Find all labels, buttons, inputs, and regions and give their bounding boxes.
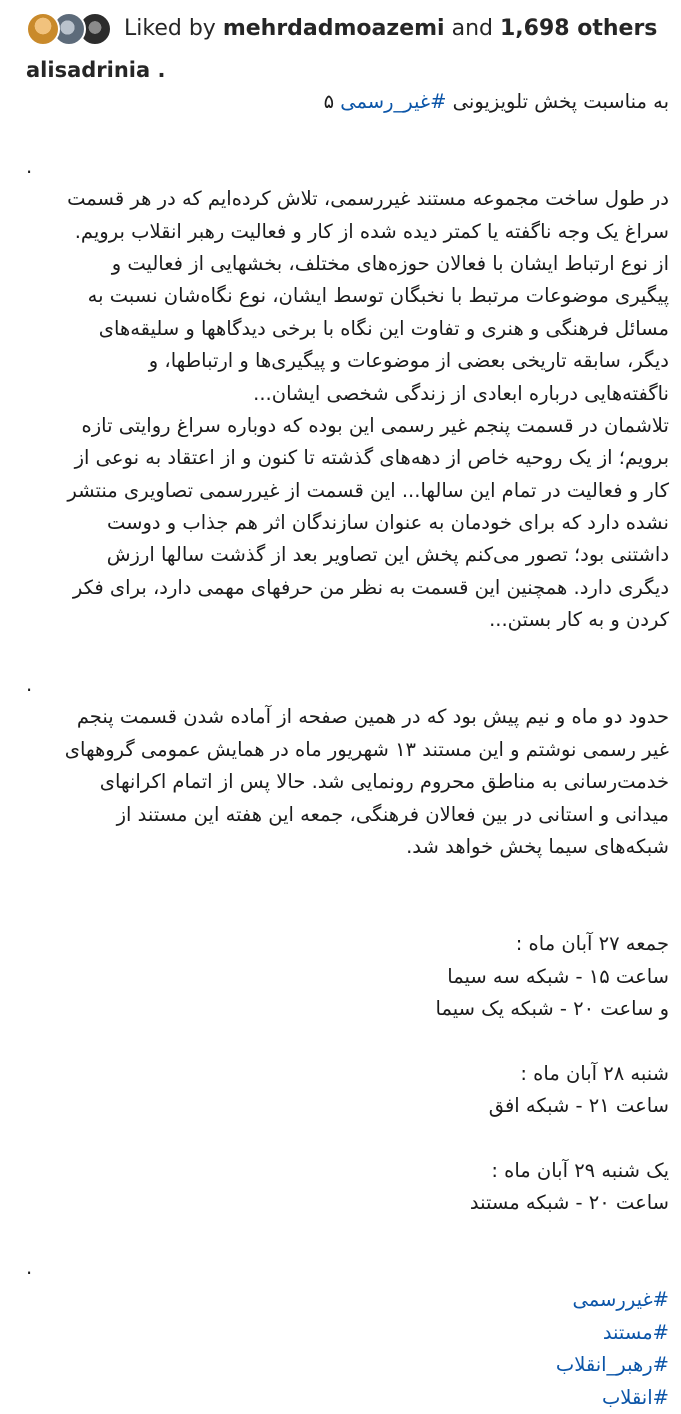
- line-gap: [24, 118, 669, 150]
- caption-dot: .: [26, 673, 33, 697]
- caption-line: حدود دو ماه و نیم پیش بود که در همین صفحه از آماده شدن قسمت پنجم: [76, 705, 669, 729]
- caption-line: از نوع ارتباط ایشان با فعالان حوزه‌های مختلف، بخشهایی از فعالیت و: [111, 251, 669, 275]
- caption-line: کردن و به کار بستن...: [489, 608, 669, 632]
- schedule-time: و ساعت ۲۰ - شبکه یک سیما: [435, 996, 669, 1020]
- line-gap: [24, 896, 669, 928]
- caption-title-prefix: به مناسبت پخش تلویزیونی: [452, 90, 669, 113]
- liker-username-link[interactable]: mehrdadmoazemi: [222, 15, 445, 41]
- avatar[interactable]: [26, 12, 60, 46]
- hashtag-link[interactable]: #رهبر_انقلاب: [555, 1353, 669, 1377]
- caption-line: در طول ساخت مجموعه مستند غیررسمی، تلاش کرده‌ایم که در هر قسمت: [67, 187, 669, 211]
- caption-line: پیگیری موضوعات مرتبط با نخبگان توسط ایشان، نوع نگاه‌شان نسبت به: [87, 284, 669, 308]
- hashtag-link[interactable]: #انقلاب: [601, 1385, 669, 1409]
- likes-summary[interactable]: [124, 16, 657, 41]
- line-gap: [24, 863, 669, 895]
- caption-line: داشتنی بود؛ تصور می‌کنم پخش این تصاویر بعد از گذشت سالها ارزش: [106, 543, 669, 567]
- caption-title: [24, 86, 669, 118]
- post-caption: [24, 86, 669, 1414]
- caption-line: خدمت‌رسانی به مناطق محروم رونمایی شد. حالا پس از اتمام اکرانهای: [99, 770, 669, 794]
- caption-line: تلاشمان در قسمت پنجم غیر رسمی این بوده که دوباره سراغ روایتی تازه: [81, 413, 669, 437]
- schedule-day: جمعه ۲۷ آبان ماه :: [515, 932, 669, 956]
- post-author: [26, 58, 165, 82]
- caption-line: میدانی و استانی در بین فعالان فرهنگی، جمعه این هفته این مستند از: [116, 802, 669, 826]
- caption-title-suffix: ۵: [323, 90, 335, 113]
- line-gap: [24, 1025, 669, 1057]
- caption-dot: .: [26, 1256, 33, 1280]
- caption-line: برویم؛ از یک روحیه خاص از دهه‌های گذشته تا کنون و از اعتقاد به نوعی از: [74, 446, 669, 470]
- schedule-day: شنبه ۲۸ آبان ماه :: [520, 1061, 669, 1085]
- hashtag-link[interactable]: #غیررسمی: [572, 1288, 669, 1312]
- caption-line: شبکه‌های سیما پخش خواهد شد.: [406, 834, 669, 858]
- line-gap: [24, 637, 669, 669]
- author-username-link[interactable]: alisadrinia: [26, 58, 151, 82]
- caption-line: مسائل فرهنگی و هنری و تفاوت این نگاه با برخی دیدگاهها و سلیقه‌های: [98, 316, 669, 340]
- line-gap: [24, 1123, 669, 1155]
- caption-line: دیگر، سابقه تاریخی بعضی از موضوعات و پیگیری‌ها و ارتباطها، و: [148, 349, 669, 373]
- schedule-time: ساعت ۲۱ - شبکه افق: [488, 1094, 669, 1118]
- caption-line: نشده دارد که برای خودمان به عنوان سازندگان اثر هم جذاب و دوست: [106, 511, 669, 535]
- caption-line: ناگفته‌هایی درباره ابعادی از زندگی شخصی ایشان...: [253, 381, 669, 405]
- hashtag-link[interactable]: #مستند: [602, 1320, 669, 1344]
- caption-dot: .: [26, 154, 33, 178]
- line-gap: [24, 1220, 669, 1252]
- schedule-day: یک شنبه ۲۹ آبان ماه :: [491, 1158, 669, 1182]
- schedule-time: ساعت ۱۵ - شبکه سه سیما: [447, 964, 669, 988]
- author-separator: .: [157, 58, 166, 82]
- caption-line: سراغ یک وجه ناگفته یا کمتر دیده شده از کار و فعالیت رهبر انقلاب برویم.: [74, 219, 669, 243]
- likes-prefix: Liked by: [124, 15, 216, 41]
- schedule-time: ساعت ۲۰ - شبکه مستند: [469, 1191, 669, 1215]
- caption-line: دیگری دارد. همچنین این قسمت به نظر من حرفهای مهمی دارد، برای فکر: [72, 575, 669, 599]
- likes-count-link[interactable]: 1,698 others: [499, 15, 658, 41]
- likes-row: [26, 8, 657, 48]
- liker-avatars[interactable]: [26, 10, 112, 46]
- hashtag-link[interactable]: #غیر_رسمی: [340, 90, 447, 113]
- likes-joiner: and: [451, 15, 493, 41]
- caption-line: غیر رسمی نوشتم و این مستند ۱۳ شهریور ماه در همایش عمومی گروههای: [64, 737, 669, 761]
- caption-line: کار و فعالیت در تمام این سالها... این قسمت از غیررسمی تصاویری منتشر: [67, 478, 669, 502]
